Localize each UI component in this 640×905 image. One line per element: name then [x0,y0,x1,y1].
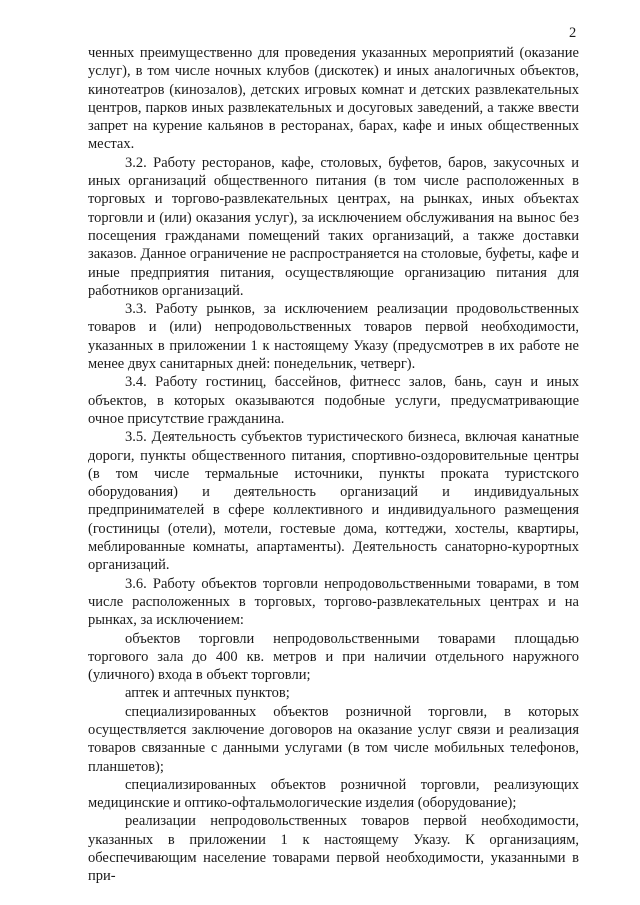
exception-item: специализированных объектов розничной торговли, в которых осуществляется заключение договоров на оказание услуг связи и реализация товаров связанные с данными услугами (в том числе мобильных телефонов, планшетов); [88,703,579,775]
page-number: 2 [569,25,577,41]
document-body [88,44,579,886]
paragraph-3-5: 3.5. Деятельность субъектов туристического бизнеса, включая канатные дороги, пункты общественного питания, спортивно-оздоровительные центры (в том числе термальные источники, пункты проката туристского оборудования) и деятельность организаций и индивидуальных предпринимателей в сфере коллективного и индивидуального размещения (гостиницы (отели), мотели, гостевые дома, коттеджи, хостелы, квартиры, меблированные комнаты, апартаменты). Деятельность санаторно-курортных организаций. [88,429,579,574]
exception-item: объектов торговли непродовольственными товарами площадью торгового зала до 400 кв. метров и при наличии отдельного наружного (уличного) входа в объект торговли; [88,630,579,684]
exception-item: специализированных объектов розничной торговли, реализующих медицинские и оптико-офтальмологические изделия (оборудование); [88,776,579,812]
paragraph-3-2: 3.2. Работу ресторанов, кафе, столовых, буфетов, баров, закусочных и иных организаций общественного питания (в том числе расположенных в торговых и торгово-развлекательных центрах, на рынках, иных объектах торговли и (или) оказания услуг), за исключением обслуживания на вынос без посещения гражданами помещений таких организаций, а также доставки заказов. Данное ограничение не распространяется на столовые, буфеты, кафе и иные предприятия питания, осуществляющие организацию питания для работников организаций. [88,154,579,299]
exception-item: аптек и аптечных пунктов; [125,685,290,702]
paragraph-3-6: 3.6. Работу объектов торговли непродовольственными товарами, в том числе расположенных в торговых, торгово-развлекательных центрах и на рынках, за исключением: [88,575,579,629]
paragraph-3-3: 3.3. Работу рынков, за исключением реализации продовольственных товаров и (или) непродовольственных товаров первой необходимости, указанных в приложении 1 к настоящему Указу (предусмотрев в их работе не менее двух санитарных дней: понедельник, четверг). [88,301,579,373]
paragraph-continuation: ченных преимущественно для проведения указанных мероприятий (оказание услуг), в том числе ночных клубов (дискотек) и иных аналогичных объектов, кинотеатров (кинозалов), детских игровых комнат и детских развлекательных центров, парков иных развлекательных и досуговых заведений, а также ввести запрет на курение кальянов в ресторанах, барах, кафе и иных общественных местах. [88,45,579,153]
paragraph-3-4: 3.4. Работу гостиниц, бассейнов, фитнесс залов, бань, саун и иных объектов, в которых оказываются подобные услуги, предусматривающие очное присутствие гражданина. [88,374,579,427]
exception-item: реализации непродовольственных товаров первой необходимости, указанных в приложении 1 к настоящему Указу. К организациям, обеспечивающим население товарами первой необходимости, указанными в при- [88,813,579,885]
